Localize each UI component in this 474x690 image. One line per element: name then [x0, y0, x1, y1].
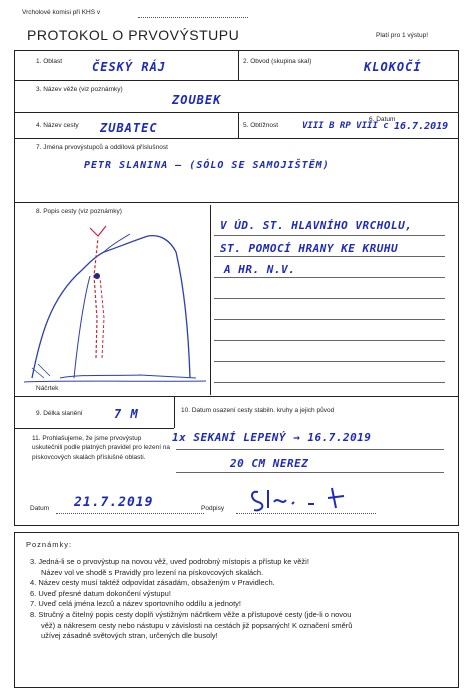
bolts-line-2: 20 CM NEREZ	[230, 457, 309, 470]
validity-note: Platí pro 1 výstup!	[376, 32, 429, 39]
row4-divider	[238, 112, 239, 138]
region-label: 1. Oblast	[36, 58, 63, 65]
committee-line	[138, 17, 248, 18]
difficulty-label: 5. Obtížnost	[243, 122, 279, 129]
district-value: KLOKOČÍ	[364, 60, 422, 74]
row4-bottom	[14, 138, 459, 139]
note-item: Název vol ve shodě s Pravidly pro lezení na pískovcových skalách.	[41, 567, 264, 577]
row9-bottom	[14, 428, 174, 429]
bolts-rule	[176, 449, 444, 450]
notes-title: Poznámky:	[26, 540, 73, 549]
row1-divider	[238, 50, 239, 80]
tower-value: ZOUBEK	[172, 93, 222, 107]
climbers-label: 7. Jména prvovýstupců a oddílová příslušnost	[36, 144, 168, 151]
signature-line	[236, 513, 376, 514]
row9-divider	[174, 396, 175, 428]
difficulty-value: VIII B RP VIII c	[302, 121, 389, 131]
declaration-text: 11. Prohlašujeme, že jsme prvovýstup uskutečnili podle platných pravidel pro lezení na pískovcových skalách příslušné oblasti.	[32, 435, 171, 461]
row1-bottom	[14, 80, 459, 81]
date-value: 21.7.2019	[74, 495, 154, 510]
desc-rule	[214, 319, 445, 320]
description-line-1: V ÚD. ST. HLAVNÍHO VRCHOLU,	[220, 219, 413, 232]
note-item: věž) a nákresem cesty nebo nástupu v závislosti na cestách již popsaných! K označení směrů	[41, 620, 353, 630]
row7-bottom	[14, 202, 459, 203]
note-item: 3. Jedná-li se o prvovýstup na novou věž, uveď podrobný místopis a přístup ke věži!	[30, 557, 309, 566]
desc-rule	[214, 382, 445, 383]
desc-rule	[214, 298, 445, 299]
signature-label: Podpisy	[201, 505, 225, 512]
row3-bottom	[14, 112, 459, 113]
row8-bottom	[14, 396, 459, 397]
sketch-divider	[210, 205, 211, 395]
bolts-rule	[176, 472, 444, 473]
route-name-label: 4. Název cesty	[36, 122, 79, 129]
desc-rule	[214, 256, 445, 257]
committee-label: Vrcholové komisi při KHS v	[22, 9, 101, 16]
description-label: 8. Popis cesty (viz poznámky)	[36, 208, 122, 215]
date-label: Datum	[30, 505, 50, 512]
date-line	[56, 513, 204, 514]
desc-rule	[214, 361, 445, 362]
bolts-line-1: 1x SEKANÍ LEPENÝ → 16.7.2019	[172, 431, 372, 444]
note-item: 7. Uveď celá jména lezců a název sportovního oddílu a jednoty!	[30, 599, 241, 609]
desc-rule	[214, 277, 445, 278]
bolts-label: 10. Datum osazení cesty stabiln. kruhy a jejich původ	[181, 407, 335, 414]
region-value: ČESKÝ RÁJ	[92, 60, 167, 74]
rappel-label: 9. Délka slanění	[36, 410, 83, 417]
sketch-label: Náčrtek	[36, 385, 59, 392]
route-name-value: ZUBATEC	[100, 121, 158, 135]
desc-rule	[214, 340, 445, 341]
description-line-2: ST. POMOCÍ HRANY KE KRUHU	[220, 242, 399, 255]
date-field-label: 6. Datum	[369, 116, 396, 123]
climbers-value: PETR SLANINA – (SÓLO SE SAMOJIŠTĚM)	[84, 160, 330, 171]
rappel-value: 7 M	[114, 407, 139, 421]
desc-rule	[214, 235, 445, 236]
signature-mark	[248, 484, 358, 514]
tower-label: 3. Název věže (viz poznámky)	[36, 86, 123, 93]
date-field-value: 16.7.2019	[394, 121, 449, 132]
note-item: užívej zásadně světových stran, určených dle busoly!	[41, 631, 218, 641]
notes-list	[30, 557, 450, 642]
note-item: 6. Uveď přesné datum dokončení výstupu!	[30, 588, 171, 598]
page-title: PROTOKOL O PRVOVÝSTUPU	[27, 27, 240, 43]
note-item: 4. Název cesty musí taktéž odpovídat zásadám, obsaženým v Pravidlech.	[30, 578, 275, 588]
district-label: 2. Obvod (skupina skal)	[243, 58, 312, 65]
description-line-3: A HR. N.V.	[224, 263, 296, 276]
note-item: 8. Stručný a čitelný popis cesty doplň výstižným náčrtkem věže a přístupové cesty (jde-li o novou	[30, 609, 352, 619]
route-sketch	[20, 218, 210, 396]
